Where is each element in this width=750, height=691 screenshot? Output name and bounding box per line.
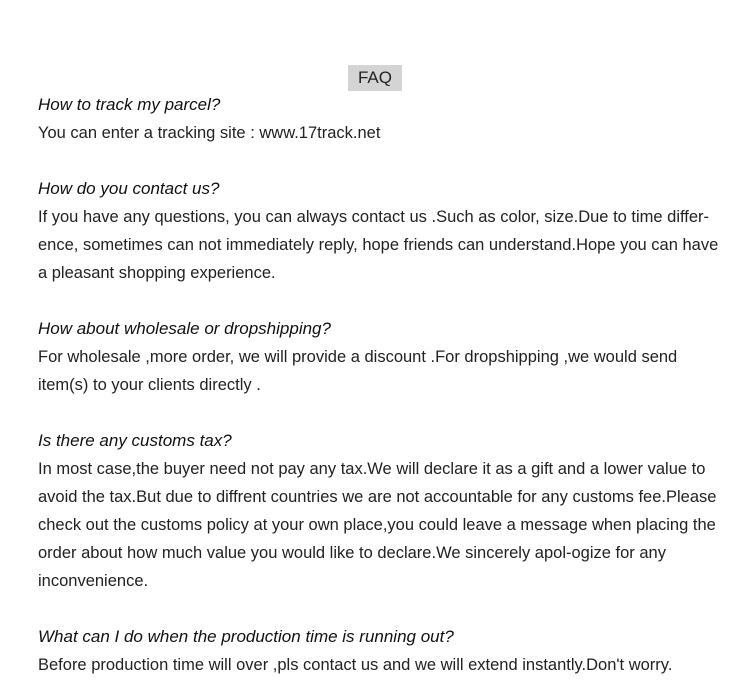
- faq-question: How to track my parcel?: [38, 95, 221, 114]
- faq-answer: For wholesale ,more order, we will provide a discount .For dropshipping ,we would send item(s) to your clients directly .: [38, 348, 678, 394]
- faq-answer: If you have any questions, you can always contact us .Such as color, size.Due to time differ-ence, sometimes can not immediately reply, hope friends can understand.Hope you can have a pleasant shopping experience.: [38, 208, 719, 282]
- faq-item: [38, 315, 720, 399]
- faq-answer: You can enter a tracking site : www.17track.net: [38, 124, 381, 142]
- faq-list: [38, 91, 720, 679]
- faq-item: [38, 623, 720, 679]
- faq-item: [38, 427, 720, 595]
- faq-answer: In most case,the buyer need not pay any tax.We will declare it as a gift and a lower value to avoid the tax.But due to diffrent countries we are not accountable for any customs fee.Please check out the customs policy at your own place,you could leave a message when placing the order about how much value you would like to declare.We sincerely apol-ogize for any inconvenience.: [38, 460, 717, 590]
- faq-question: How about wholesale or dropshipping?: [38, 319, 331, 338]
- faq-item: [38, 175, 720, 287]
- faq-question: How do you contact us?: [38, 179, 220, 198]
- faq-answer: Before production time will over ,pls contact us and we will extend instantly.Don't worry.: [38, 656, 673, 674]
- faq-question: Is there any customs tax?: [38, 431, 232, 450]
- faq-item: [38, 91, 720, 147]
- faq-question: What can I do when the production time is running out?: [38, 627, 454, 646]
- faq-title: FAQ: [348, 65, 402, 91]
